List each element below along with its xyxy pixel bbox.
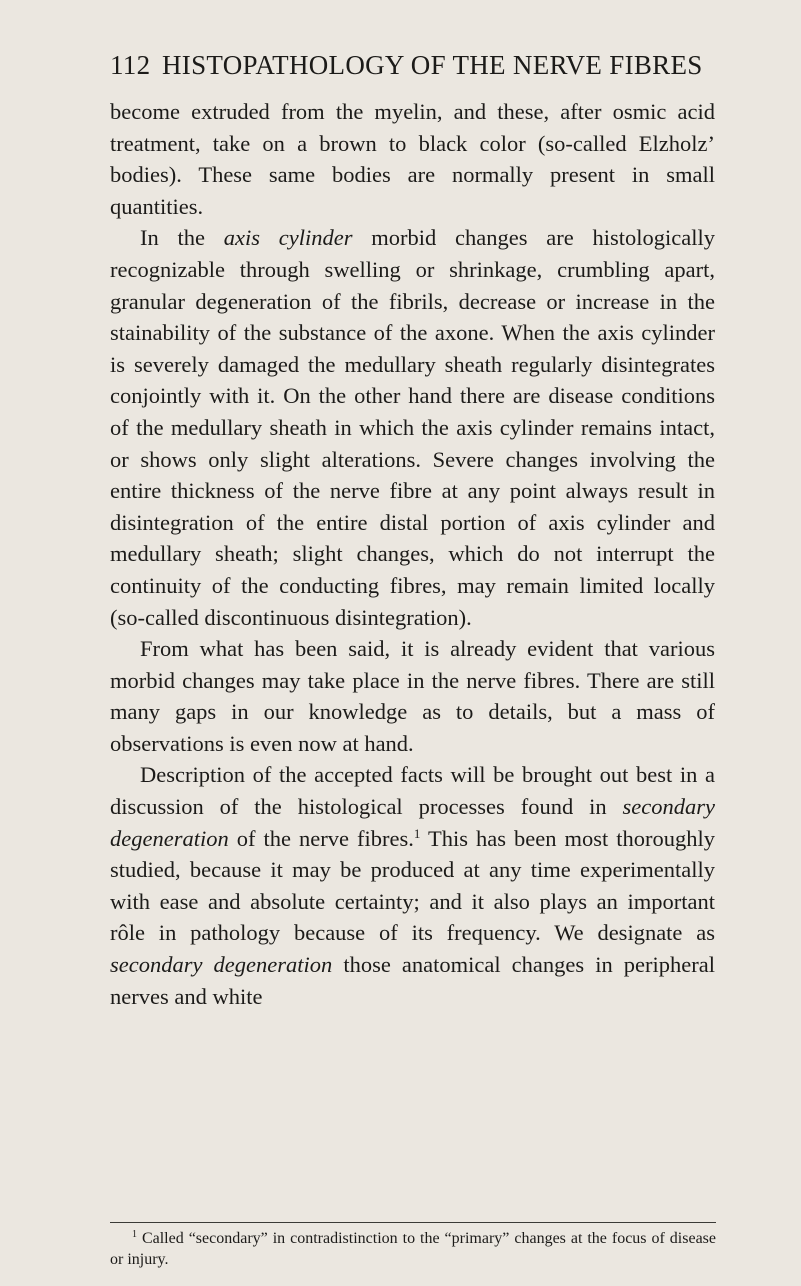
- paragraph-4-part-a: Description of the accepted facts will be brought out best in a discussion of the histological processes found in: [110, 762, 715, 820]
- paragraph-2: [110, 222, 715, 633]
- paragraph-2-start: In the: [140, 225, 224, 251]
- italic-axis-cylinder: axis cylinder: [223, 225, 353, 251]
- footnotes: [110, 1228, 716, 1270]
- paragraph-4-part-d: those anatomical changes in peripheral nerves and white: [110, 952, 715, 1009]
- paragraph-4-part-b: of the nerve fibres.: [228, 825, 414, 851]
- footnote-marker: 1: [132, 1229, 137, 1240]
- paragraph-3: From what has been said, it is already evident that various morbid changes may take place in the nerve fibres. There are still many gaps in our knowledge as to details, but a mass of observations is even now at hand.: [110, 636, 715, 756]
- page-header: [110, 50, 718, 82]
- footnote-text: Called “secondary” in contradistinction to the “primary” changes at the focus of disease or injury.: [110, 1230, 716, 1268]
- footnote-reference[interactable]: 1: [413, 825, 421, 841]
- footnote-1: [110, 1228, 716, 1270]
- footnote-divider: [110, 1222, 716, 1223]
- running-title: HISTOPATHOLOGY OF THE NERVE FIBRES: [162, 50, 703, 80]
- paragraph-4-part-c: This has been most thoroughly studied, because it may be produced at any time experimentally with ease and absolute certainty; and it also plays an important rôle in pathology because of its frequency. We designate as: [110, 825, 715, 946]
- italic-secondary-degeneration-1: secondary degeneration: [110, 794, 715, 851]
- paragraph-1: become extruded from the myelin, and these, after osmic acid treatment, take on a brown to black color (so-called Elzholz’ bodies). These same bodies are normally present in small quantities.: [110, 99, 715, 219]
- paragraph-2-rest: morbid changes are histologically recognizable through swelling or shrinkage, crumbling apart, granular degeneration of the fibrils, decrease or increase in the stainability of the substance of the axone. When the axis cylinder is severely damaged the medullary sheath regularly disintegrates conjointly with it. On the other hand there are disease conditions of the medullary sheath in which the axis cylinder remains intact, or shows only slight alterations. Severe changes involving the entire thickness of the nerve fibre at any point always result in disintegration of the entire distal portion of axis cylinder and medullary sheath; slight changes, which do not interrupt the continuity of the conducting fibres, may remain limited locally (so-called discontinuous disintegration).: [110, 225, 716, 630]
- italic-secondary-degeneration-2: secondary degeneration: [110, 952, 333, 978]
- body-text: [110, 96, 715, 1012]
- page-number: 112: [110, 50, 151, 80]
- paragraph-4: [110, 759, 715, 1012]
